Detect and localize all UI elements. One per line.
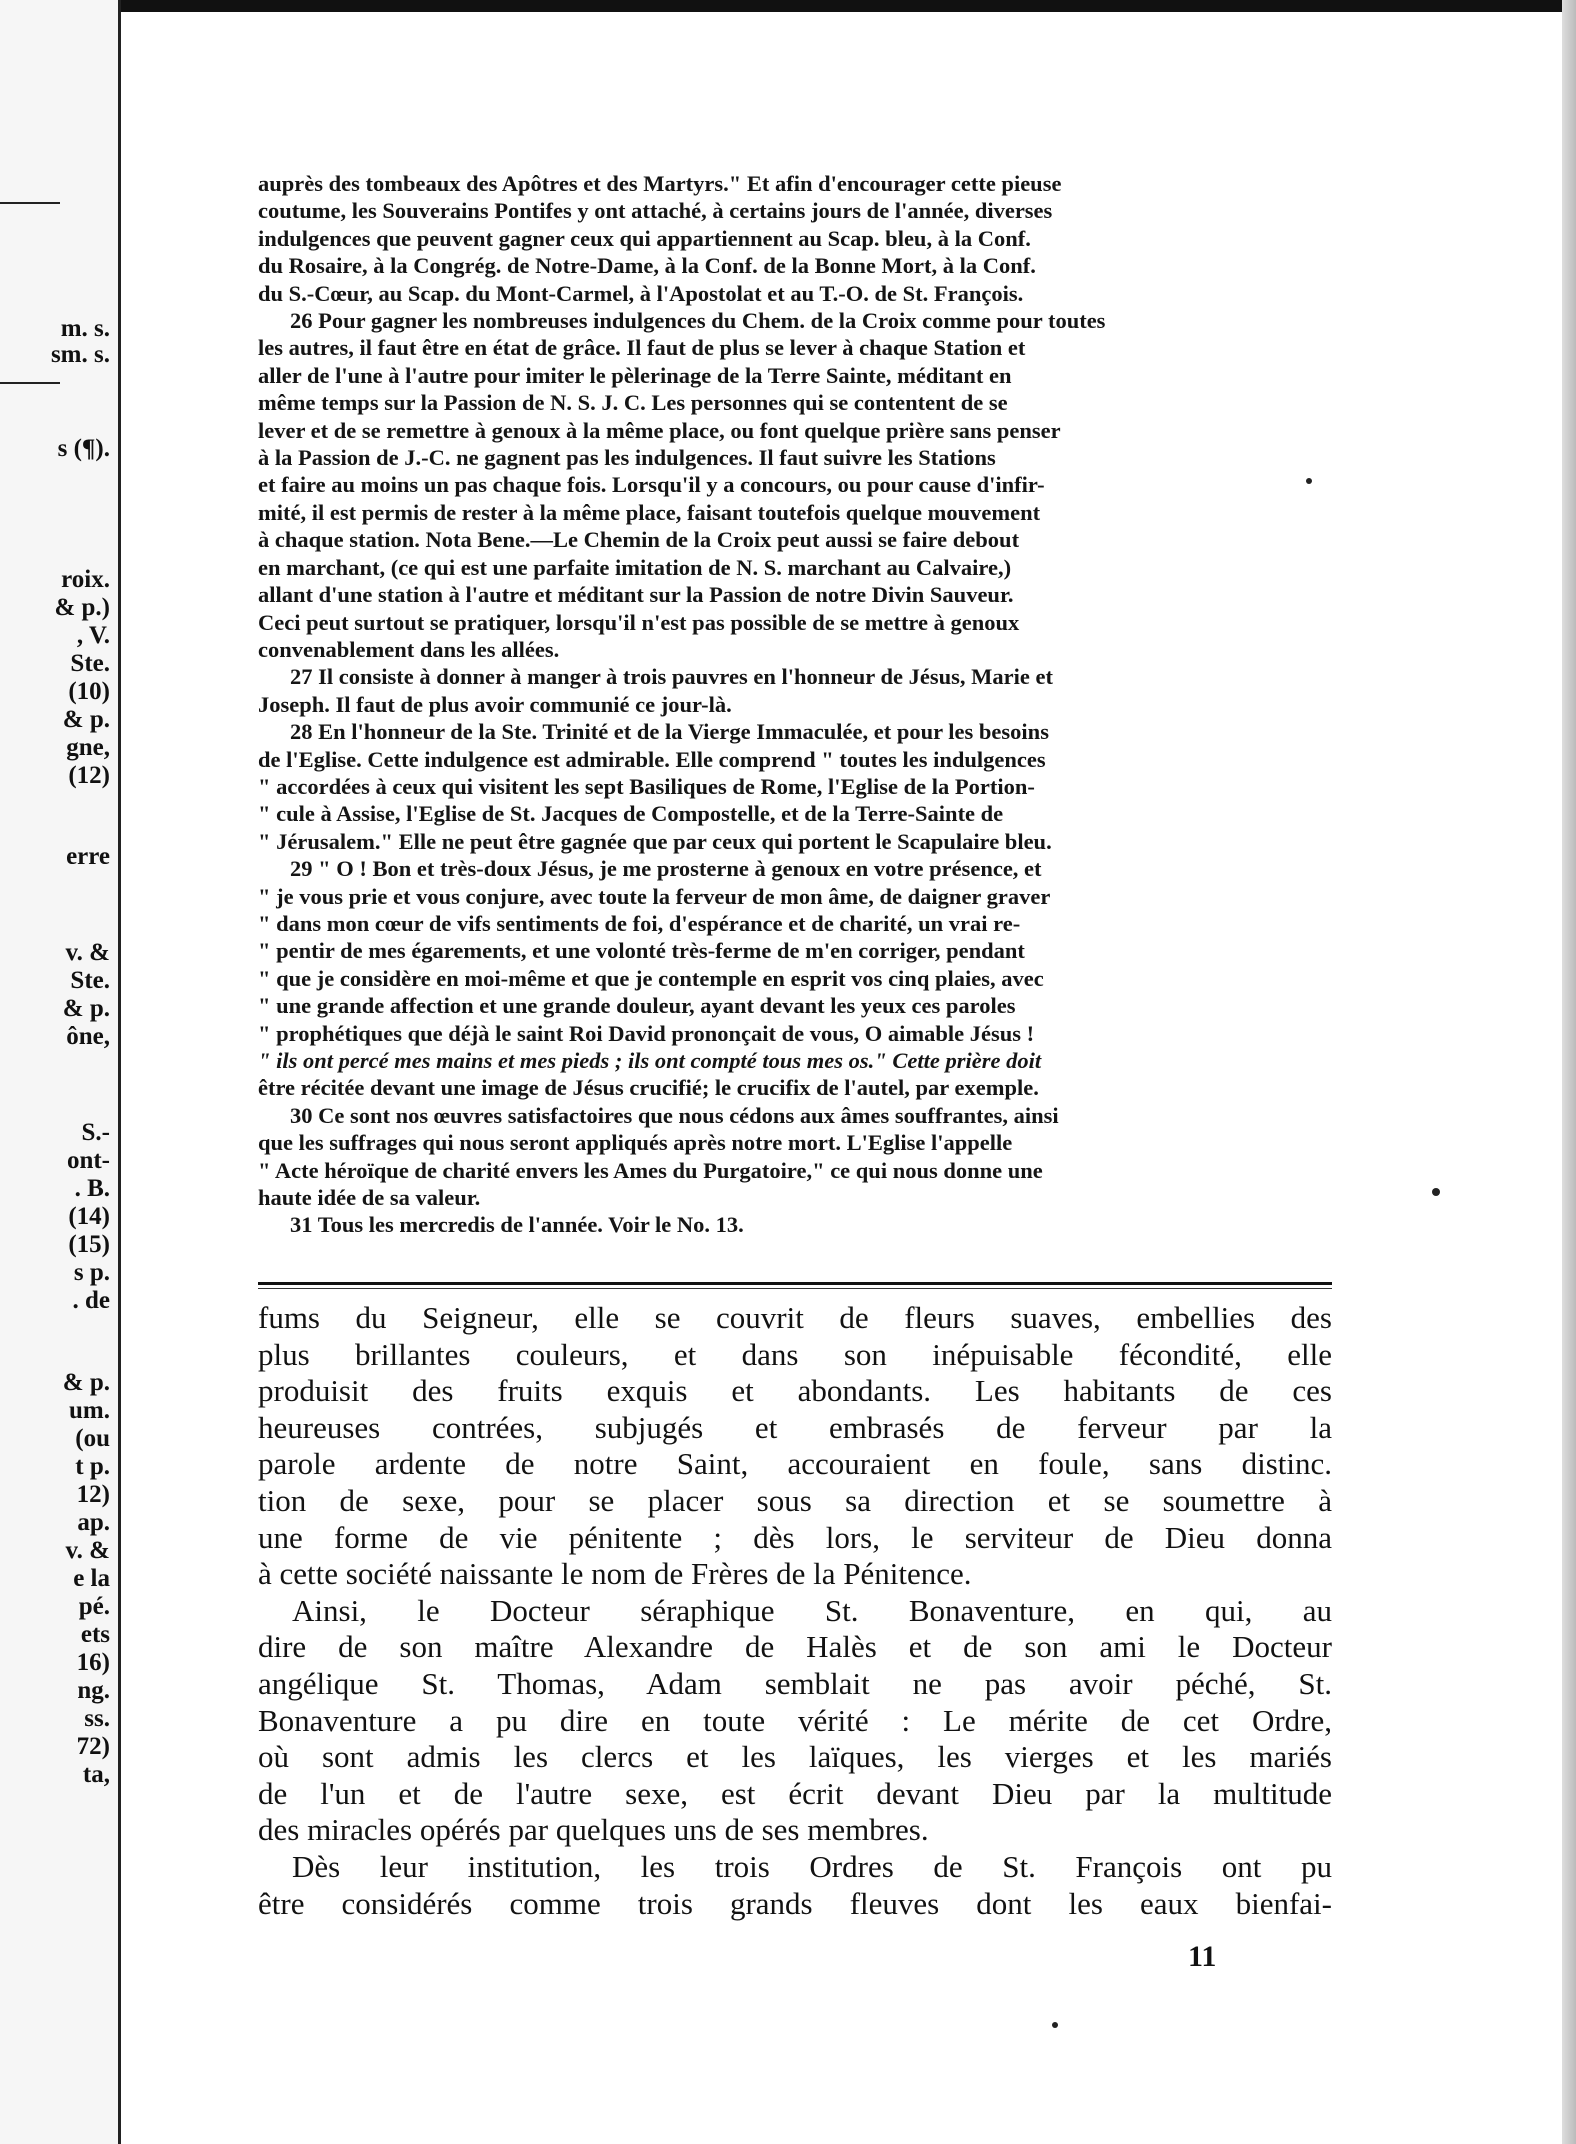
section-divider bbox=[258, 1282, 1332, 1285]
margin-rule bbox=[0, 382, 60, 384]
margin-fragment: ap. bbox=[77, 1509, 110, 1536]
note-line: être récitée devant une image de Jésus crucifié; le crucifix de l'autel, par exemple. bbox=[258, 1075, 1039, 1101]
margin-fragment: . B. bbox=[74, 1175, 110, 1202]
scan-speck bbox=[1306, 478, 1312, 484]
margin-fragment: ets bbox=[80, 1621, 110, 1648]
note-line: à la Passion de J.-C. ne gagnent pas les indulgences. Il faut suivre les Stations bbox=[258, 445, 996, 471]
note-line: " Acte héroïque de charité envers les Ames du Purgatoire," ce qui nous donne une bbox=[258, 1157, 1043, 1183]
note-25-continuation bbox=[258, 170, 1322, 307]
margin-fragment: 12) bbox=[76, 1481, 110, 1508]
note-line: convenablement dans les allées. bbox=[258, 636, 560, 662]
note-line: indulgences que peuvent gagner ceux qui appartiennent au Scap. bleu, à la Conf. bbox=[258, 225, 1031, 251]
note-line: à chaque station. Nota Bene.—Le Chemin de la Croix peut aussi se faire debout bbox=[258, 527, 1020, 553]
scan-top-border bbox=[0, 0, 1576, 12]
body-line: être considérés comme trois grands fleuves dont les eaux bienfai- bbox=[258, 1885, 1332, 1921]
margin-fragment: , V. bbox=[76, 622, 110, 649]
body-line: à cette société naissante le nom de Frères de la Pénitence. bbox=[258, 1556, 972, 1592]
margin-fragment: & p. bbox=[62, 1369, 110, 1396]
note-line: " ils ont percé mes mains et mes pieds ; ils ont compté tous mes os." Cette prière doit bbox=[258, 1048, 1042, 1073]
body-line: heureuses contrées, subjugés et embrasés de ferveur par la bbox=[258, 1409, 1332, 1445]
margin-fragment: ss. bbox=[84, 1705, 110, 1732]
body-line: Ainsi, le Docteur séraphique St. Bonaventure, en qui, au bbox=[292, 1592, 1332, 1628]
note-line: " que je considère en moi-même et que je contemple en esprit vos cinq plaies, avec bbox=[258, 965, 1044, 991]
scan-speck bbox=[1432, 1188, 1440, 1196]
note-27 bbox=[258, 663, 1322, 718]
page-number: 11 bbox=[1188, 1940, 1217, 1973]
adjacent-page-strip bbox=[0, 0, 121, 2144]
body-line: Dès leur institution, les trois Ordres de St. François ont pu bbox=[292, 1848, 1332, 1884]
margin-fragment: Ste. bbox=[70, 650, 110, 677]
note-line: 27 Il consiste à donner à manger à trois pauvres en l'honneur de Jésus, Marie et bbox=[290, 664, 1053, 690]
footnotes-block bbox=[258, 170, 1322, 1239]
note-line: que les suffrages qui nous seront appliqués après notre mort. L'Eglise l'appelle bbox=[258, 1130, 1013, 1156]
note-line: de l'Eglise. Cette indulgence est admirable. Elle comprend " toutes les indulgences bbox=[258, 746, 1046, 772]
margin-fragment: erre bbox=[66, 843, 110, 870]
margin-fragment: 72) bbox=[76, 1733, 110, 1760]
body-line: une forme de vie pénitente ; dès lors, le serviteur de Dieu donna bbox=[258, 1519, 1332, 1555]
scan-speck bbox=[1052, 2022, 1058, 2028]
margin-fragment: S.- bbox=[81, 1119, 110, 1146]
margin-fragment: s p. bbox=[73, 1259, 110, 1286]
margin-fragment: (10) bbox=[68, 678, 110, 705]
note-30 bbox=[258, 1102, 1322, 1212]
body-line: produisit des fruits exquis et abondants. Les habitants de ces bbox=[258, 1373, 1332, 1409]
body-line: parole ardente de notre Saint, accouraient en foule, sans distinc. bbox=[258, 1446, 1332, 1482]
margin-fragment: s (¶). bbox=[57, 435, 110, 462]
note-line: aller de l'une à l'autre pour imiter le pèlerinage de la Terre Sainte, méditant en bbox=[258, 362, 1012, 388]
margin-rule bbox=[0, 202, 60, 204]
note-line: en marchant, (ce qui est une parfaite imitation de N. S. marchant au Calvaire,) bbox=[258, 554, 1012, 580]
note-line: Ceci peut surtout se pratiquer, lorsqu'il n'est pas possible de se mettre à genoux bbox=[258, 609, 1020, 635]
note-line: 28 En l'honneur de la Ste. Trinité et de la Vierge Immaculée, et pour les besoins bbox=[290, 719, 1049, 745]
scan-right-edge bbox=[1562, 0, 1576, 2144]
note-line: " cule à Assise, l'Eglise de St. Jacques de Compostelle, et de la Terre-Sainte de bbox=[258, 801, 1004, 827]
note-line: coutume, les Souverains Pontifes y ont attaché, à certains jours de l'année, diverses bbox=[258, 198, 1053, 224]
note-line: " une grande affection et une grande douleur, ayant devant les yeux ces paroles bbox=[258, 993, 1016, 1019]
note-28 bbox=[258, 718, 1322, 855]
body-line: tion de sexe, pour se placer sous sa direction et se soumettre à bbox=[258, 1482, 1332, 1518]
margin-fragment: ng. bbox=[77, 1677, 110, 1704]
margin-fragment: t p. bbox=[75, 1453, 110, 1480]
body-paragraph-2 bbox=[258, 1593, 1332, 1849]
margin-fragment: v. & bbox=[65, 939, 110, 966]
note-line: " Jérusalem." Elle ne peut être gagnée que par ceux qui portent le Scapulaire bleu. bbox=[258, 828, 1052, 854]
note-line: " accordées à ceux qui visitent les sept Basiliques de Rome, l'Eglise de la Portion- bbox=[258, 773, 1035, 799]
note-line: les autres, il faut être en état de grâce. Il faut de plus se lever à chaque Station et bbox=[258, 335, 1026, 361]
body-line: Bonaventure a pu dire en toute vérité : Le mérite de cet Ordre, bbox=[258, 1702, 1332, 1738]
margin-fragment: pé. bbox=[78, 1593, 110, 1620]
note-line: mité, il est permis de rester à la même place, faisant toutefois quelque mouvement bbox=[258, 499, 1041, 525]
margin-fragment: . de bbox=[72, 1287, 110, 1314]
body-line: dire de son maître Alexandre de Halès et de son ami le Docteur bbox=[258, 1629, 1332, 1665]
margin-fragment: (ou bbox=[75, 1425, 110, 1452]
margin-fragment: m. s. bbox=[60, 315, 110, 342]
note-line: du Rosaire, à la Congrég. de Notre-Dame, à la Conf. de la Bonne Mort, à la Conf. bbox=[258, 253, 1036, 279]
note-26 bbox=[258, 307, 1322, 663]
margin-fragment: (15) bbox=[68, 1231, 110, 1258]
margin-fragment: 16) bbox=[76, 1649, 110, 1676]
margin-fragment: (14) bbox=[68, 1203, 110, 1230]
margin-fragment: ône, bbox=[66, 1023, 110, 1050]
note-line: " pentir de mes égarements, et une volonté très-ferme de m'en corriger, pendant bbox=[258, 938, 1025, 964]
note-line: du S.-Cœur, au Scap. du Mont-Carmel, à l'Apostolat et au T.-O. de St. François. bbox=[258, 280, 1024, 306]
margin-fragment: v. & bbox=[65, 1537, 110, 1564]
note-line: allant d'une station à l'autre et méditant sur la Passion de notre Divin Sauveur. bbox=[258, 582, 1014, 608]
body-line: plus brillantes couleurs, et dans son inépuisable fécondité, elle bbox=[258, 1336, 1332, 1372]
note-line: haute idée de sa valeur. bbox=[258, 1185, 481, 1211]
body-line: angélique St. Thomas, Adam semblait ne pas avoir péché, St. bbox=[258, 1665, 1332, 1701]
margin-fragment: & p. bbox=[62, 995, 110, 1022]
note-line: " dans mon cœur de vifs sentiments de foi, d'espérance et de charité, un vrai re- bbox=[258, 910, 1021, 936]
body-line: des miracles opérés par quelques uns de ses membres. bbox=[258, 1812, 929, 1848]
note-line: Joseph. Il faut de plus avoir communié ce jour-là. bbox=[258, 691, 732, 717]
note-31 bbox=[258, 1211, 1322, 1238]
margin-fragment: ta, bbox=[82, 1761, 110, 1788]
margin-fragment: roix. bbox=[61, 566, 110, 593]
note-line: auprès des tombeaux des Apôtres et des Martyrs." Et afin d'encourager cette pieuse bbox=[258, 171, 1062, 196]
margin-fragment: ont- bbox=[66, 1147, 110, 1174]
body-line: où sont admis les clercs et les laïques, les vierges et les mariés bbox=[258, 1739, 1332, 1775]
body-paragraph-1 bbox=[258, 1300, 1332, 1593]
note-line: lever et de se remettre à genoux à la même place, ou font quelque prière sans penser bbox=[258, 417, 1061, 443]
margin-fragment: (12) bbox=[68, 762, 110, 789]
note-line: " je vous prie et vous conjure, avec toute la ferveur de mon âme, de daigner graver bbox=[258, 883, 1051, 909]
note-line: 29 " O ! Bon et très-doux Jésus, je me prosterne à genoux en votre présence, et bbox=[290, 856, 1042, 882]
margin-fragment: & p.) bbox=[54, 594, 110, 621]
note-line: et faire au moins un pas chaque fois. Lorsqu'il y a concours, ou pour cause d'infir- bbox=[258, 472, 1045, 498]
main-body-text bbox=[258, 1300, 1332, 1922]
note-29 bbox=[258, 855, 1322, 1102]
note-line: même temps sur la Passion de N. S. J. C. Les personnes qui se contentent de se bbox=[258, 390, 1008, 416]
body-line: de l'un et de l'autre sexe, est écrit devant Dieu par la multitude bbox=[258, 1775, 1332, 1811]
body-paragraph-3 bbox=[258, 1849, 1332, 1922]
note-line: 31 Tous les mercredis de l'année. Voir le No. 13. bbox=[290, 1212, 744, 1238]
margin-fragment: sm. s. bbox=[50, 341, 110, 368]
margin-fragment: & p. bbox=[62, 706, 110, 733]
margin-fragment: Ste. bbox=[70, 967, 110, 994]
note-line: " prophétiques que déjà le saint Roi David prononçait de vous, O aimable Jésus ! bbox=[258, 1020, 1035, 1046]
body-line: fums du Seigneur, elle se couvrit de fleurs suaves, embellies des bbox=[258, 1300, 1332, 1335]
margin-fragment: e la bbox=[73, 1565, 110, 1592]
margin-fragment: gne, bbox=[66, 734, 110, 761]
note-line: 30 Ce sont nos œuvres satisfactoires que nous cédons aux âmes souffrantes, ainsi bbox=[290, 1102, 1059, 1128]
section-divider-thin bbox=[258, 1288, 1332, 1289]
note-line: 26 Pour gagner les nombreuses indulgences du Chem. de la Croix comme pour toutes bbox=[290, 308, 1106, 334]
margin-fragment: um. bbox=[69, 1397, 110, 1424]
